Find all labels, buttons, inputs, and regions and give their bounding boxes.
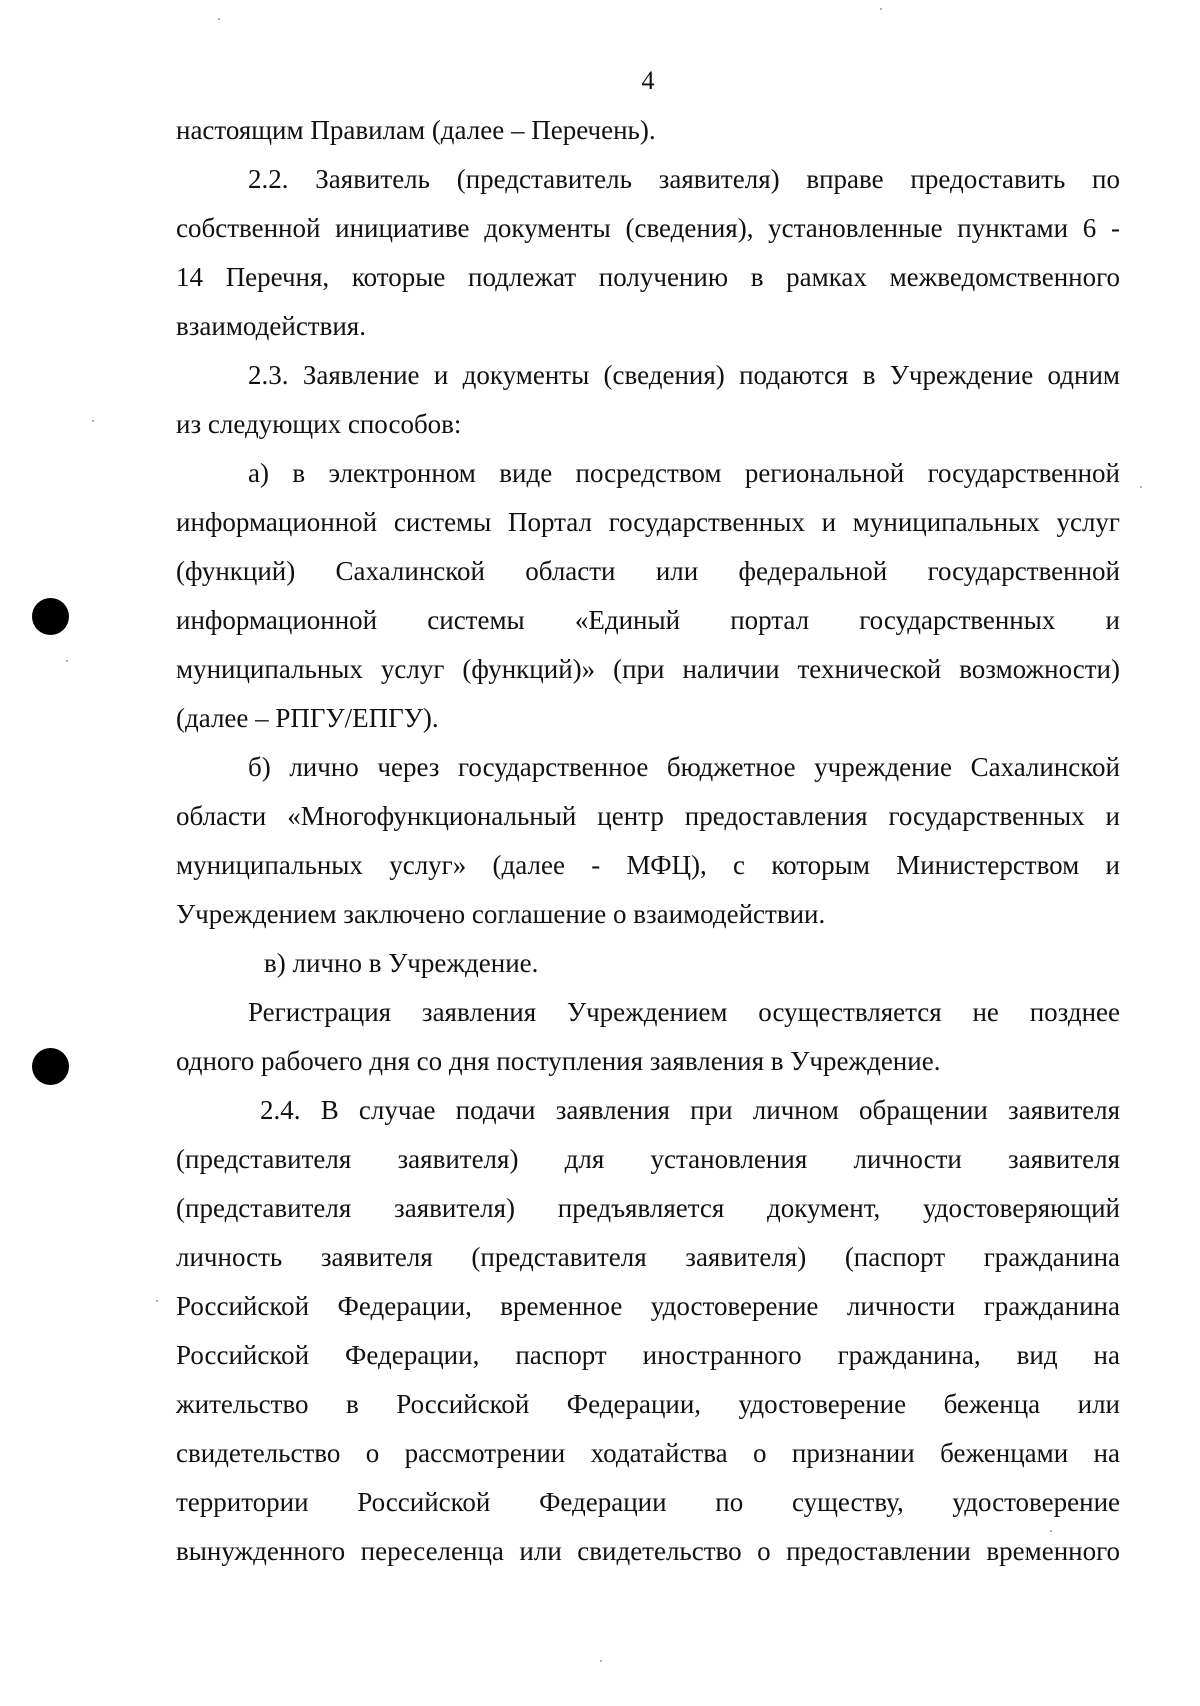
text-line: из следующих способов: (176, 409, 462, 439)
scan-speck (1050, 1530, 1052, 1532)
text-line: области «Многофункциональный центр предоставления государственных и (176, 801, 1120, 831)
text-line: муниципальных услуг» (далее - МФЦ), с которым Министерством и (176, 850, 1120, 880)
paragraph-first-line: Регистрация заявления Учреждением осуществляется не позднее (248, 997, 1120, 1027)
text-line: муниципальных услуг (функций)» (при наличии технической возможности) (176, 654, 1120, 684)
scan-speck (218, 18, 220, 20)
text-line: Российской Федерации, временное удостоверение личности гражданина (176, 1291, 1120, 1321)
text-line: взаимодействия. (176, 311, 366, 341)
text-line: информационной системы Портал государственных и муниципальных услуг (176, 507, 1120, 537)
punch-hole-mark (32, 1048, 69, 1085)
scan-speck (1140, 486, 1142, 488)
text-line: вынужденного переселенца или свидетельство о предоставлении временного (176, 1536, 1120, 1566)
paragraph-first-line: 2.4. В случае подачи заявления при личном обращении заявителя (260, 1095, 1120, 1125)
paragraph-first-line: 2.3. Заявление и документы (сведения) подаются в Учреждение одним (248, 360, 1120, 390)
text-line: (далее – РПГУ/ЕПГУ). (176, 703, 439, 733)
text-line: Российской Федерации, паспорт иностранного гражданина, вид на (176, 1340, 1120, 1370)
scan-speck (880, 8, 882, 10)
text-line: жительство в Российской Федерации, удостоверение беженца или (176, 1389, 1120, 1419)
text-line: (представителя заявителя) предъявляется документ, удостоверяющий (176, 1193, 1120, 1223)
scan-speck (600, 1660, 602, 1662)
paragraph-first-line: б) лично через государственное бюджетное учреждение Сахалинской (248, 752, 1120, 782)
scan-speck (66, 660, 68, 662)
paragraph-first-line: в) лично в Учреждение. (264, 948, 539, 978)
text-line: личность заявителя (представителя заявителя) (паспорт гражданина (176, 1242, 1120, 1272)
text-line: (представителя заявителя) для установления личности заявителя (176, 1144, 1120, 1174)
text-line: одного рабочего дня со дня поступления заявления в Учреждение. (176, 1046, 941, 1076)
text-line: территории Российской Федерации по существу, удостоверение (176, 1487, 1120, 1517)
scan-speck (92, 420, 94, 422)
text-line: свидетельство о рассмотрении ходатайства о признании беженцами на (176, 1438, 1120, 1468)
paragraph-first-line: 2.2. Заявитель (представитель заявителя) вправе предоставить по (248, 164, 1120, 194)
paragraph-first-line: а) в электронном виде посредством региональной государственной (248, 458, 1120, 488)
text-line: настоящим Правилам (далее – Перечень). (176, 115, 656, 145)
text-line: (функций) Сахалинской области или федеральной государственной (176, 556, 1120, 586)
text-line: собственной инициативе документы (сведения), установленные пунктами 6 - (176, 213, 1120, 243)
text-line: 14 Перечня, которые подлежат получению в рамках межведомственного (176, 262, 1120, 292)
page-number: 4 (641, 66, 655, 95)
scan-speck (156, 1300, 158, 1302)
text-line: Учреждением заключено соглашение о взаимодействии. (176, 899, 826, 929)
text-line: информационной системы «Единый портал государственных и (176, 605, 1120, 635)
punch-hole-mark (32, 598, 69, 635)
